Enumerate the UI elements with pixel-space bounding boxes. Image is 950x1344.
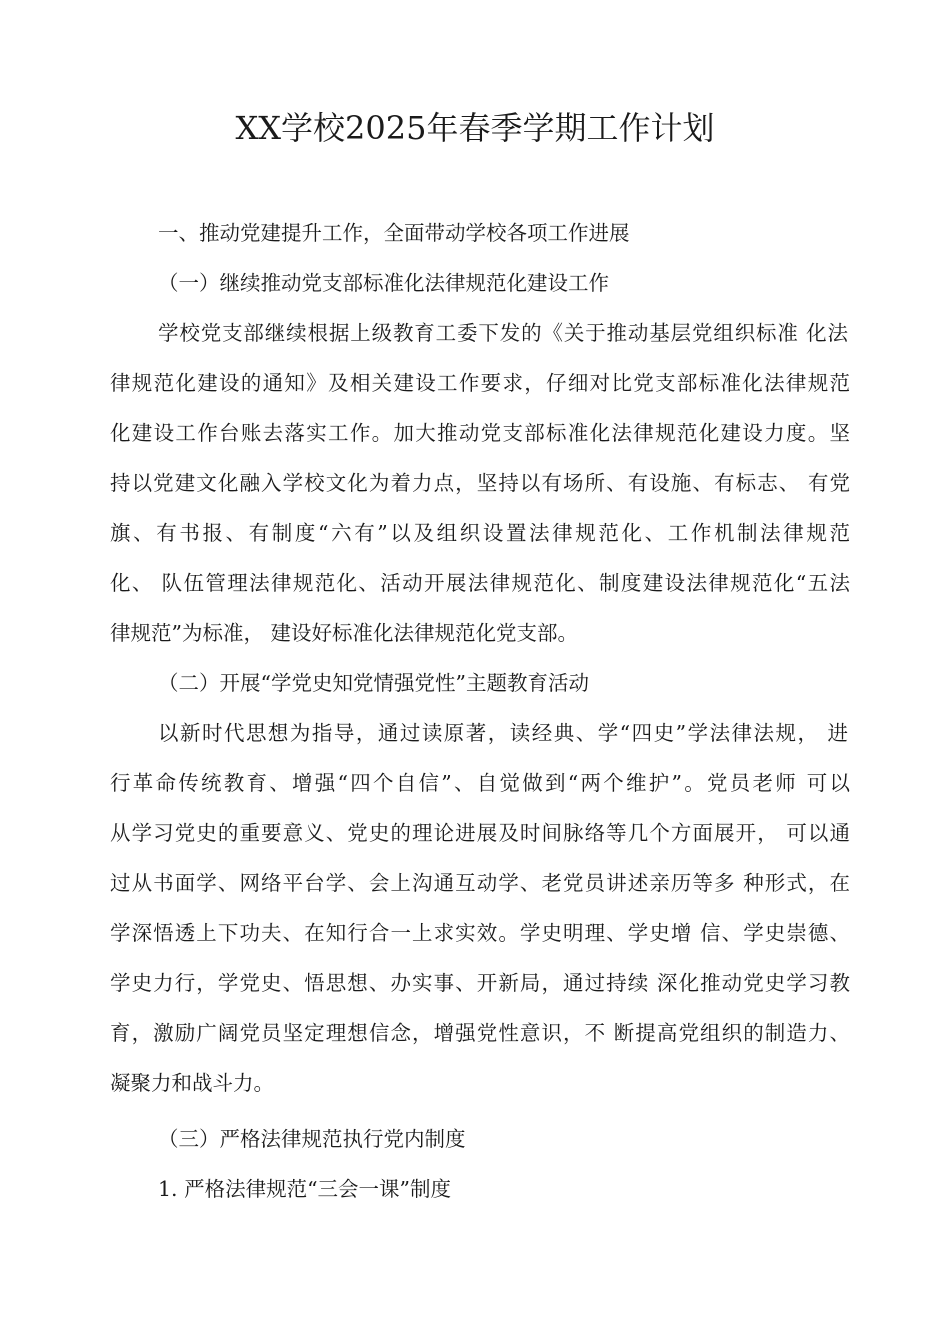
paragraph-line: 持以党建文化融入学校文化为着力点，坚持以有场所、有设施、有标志、 有党 — [110, 471, 850, 495]
subsection-heading-1: （一）继续推动党支部标准化法律规范化建设工作 — [158, 271, 609, 295]
paragraph-line: 从学习党史的重要意义、党史的理论进展及时间脉络等几个方面展开， 可以通 — [110, 821, 850, 845]
paragraph-line: 律规范”为标准， 建设好标准化法律规范化党支部。 — [110, 621, 578, 645]
subsection-heading-3: （三）严格法律规范执行党内制度 — [158, 1127, 466, 1151]
paragraph-line: 过从书面学、网络平台学、会上沟通互动学、老党员讲述亲历等多 种形式，在 — [110, 871, 850, 895]
paragraph-line: 育，激励广阔党员坚定理想信念，增强党性意识，不 断提高党组织的制造力、 — [110, 1021, 850, 1045]
subsection-heading-2: （二）开展“学党史知党情强党性”主题教育活动 — [158, 671, 589, 695]
paragraph-line: 凝聚力和战斗力。 — [110, 1071, 274, 1095]
paragraph-line: 学校党支部继续根据上级教育工委下发的《关于推动基层党组织标准 化法 — [158, 321, 848, 345]
paragraph-line: 化、 队伍管理法律规范化、活动开展法律规范化、制度建设法律规范化“五法 — [110, 571, 850, 595]
paragraph-line: 律规范化建设的通知》及相关建设工作要求，仔细对比党支部标准化法律规范 — [110, 371, 850, 395]
paragraph-line: 旗、有书报、有制度“六有”以及组织设置法律规范化、工作机制法律规范 — [110, 521, 850, 545]
section-heading-1: 一、推动党建提升工作，全面带动学校各项工作进展 — [158, 221, 630, 245]
paragraph-line: 化建设工作台账去落实工作。加大推动党支部标准化法律规范化建设力度。坚 — [110, 421, 850, 445]
document-title: XX学校2025年春季学期工作计划 — [235, 109, 715, 147]
paragraph-line: 学深悟透上下功夫、在知行合一上求实效。学史明理、学史增 信、学史崇德、 — [110, 921, 850, 945]
paragraph-line: 行革命传统教育、增强“四个自信”、自觉做到“两个维护”。党员老师 可以 — [110, 771, 850, 795]
paragraph-line: 学史力行，学党史、悟思想、办实事、开新局，通过持续 深化推动党史学习教 — [110, 971, 850, 995]
list-item-heading: 1. 严格法律规范“三会一课”制度 — [158, 1177, 452, 1201]
paragraph-line: 以新时代思想为指导，通过读原著，读经典、学“四史”学法律法规， 进 — [158, 721, 848, 745]
